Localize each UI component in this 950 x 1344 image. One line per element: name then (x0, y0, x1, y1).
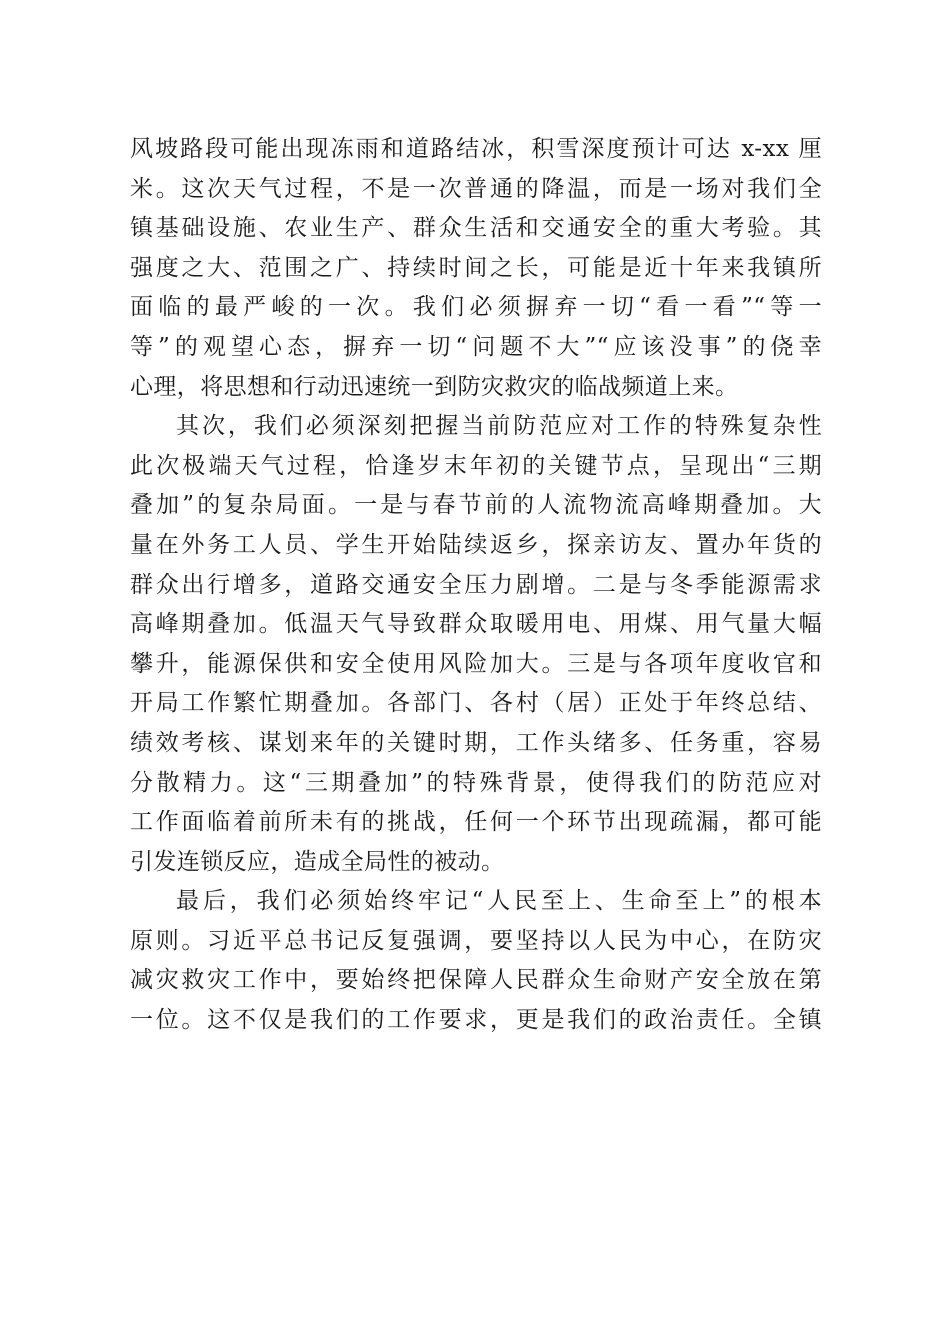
text-line: 强度之大、范围之广、持续时间之长，可能是近十年来我镇所 (130, 254, 822, 281)
text-line: 米。这次天气过程，不是一次普通的降温，而是一场对我们全 (130, 175, 822, 202)
text-line: 开局工作繁忙期叠加。各部门、各村（居）正处于年终总结、 (130, 690, 822, 717)
text-line: 风坡路段可能出现冻雨和道路结冰，积雪深度预计可达 x-xx 厘 (130, 136, 822, 162)
text-line: 攀升，能源保供和安全使用风险加大。三是与各项年度收官和 (130, 650, 822, 677)
text-line: 原则。习近平总书记反复强调，要坚持以人民为中心，在防灾 (130, 927, 822, 954)
text-line: 一位。这不仅是我们的工作要求，更是我们的政治责任。全镇 (130, 1007, 822, 1034)
text-line: 量在外务工人员、学生开始陆续返乡，探亲访友、置办年货的 (130, 531, 822, 558)
paragraph-first-line: 最后，我们必须始终牢记“人民至上、生命至上”的根本 (176, 888, 822, 915)
document-body (130, 130, 822, 1041)
text-line: 镇基础设施、农业生产、群众生活和交通安全的重大考验。其 (130, 215, 822, 242)
text-line: 引发连锁反应，造成全局性的被动。 (130, 848, 505, 875)
text-line: 群众出行增多，道路交通安全压力剧增。二是与冬季能源需求 (130, 571, 822, 598)
text-line: 工作面临着前所未有的挑战，任何一个环节出现疏漏，都可能 (130, 809, 822, 836)
text-line: 此次极端天气过程，恰逢岁末年初的关键节点，呈现出“三期 (130, 452, 822, 479)
text-line: 面临的最严峻的一次。我们必须摒弃一切“看一看”“等一 (130, 294, 822, 321)
text-line: 叠加”的复杂局面。一是与春节前的人流物流高峰期叠加。大 (130, 492, 822, 519)
paragraph-first-line: 其次，我们必须深刻把握当前防范应对工作的特殊复杂性 (176, 413, 822, 440)
text-line: 高峰期叠加。低温天气导致群众取暖用电、用煤、用气量大幅 (130, 611, 822, 638)
text-line: 绩效考核、谋划来年的关键时期，工作头绪多、任务重，容易 (130, 729, 822, 756)
text-line: 等”的观望心态，摒弃一切“问题不大”“应该没事”的侥幸 (130, 333, 822, 360)
text-line: 心理，将思想和行动迅速统一到防灾救灾的临战频道上来。 (130, 373, 739, 400)
text-line: 减灾救灾工作中，要始终把保障人民群众生命财产安全放在第 (130, 967, 822, 994)
text-line: 分散精力。这“三期叠加”的特殊背景，使得我们的防范应对 (130, 769, 822, 796)
